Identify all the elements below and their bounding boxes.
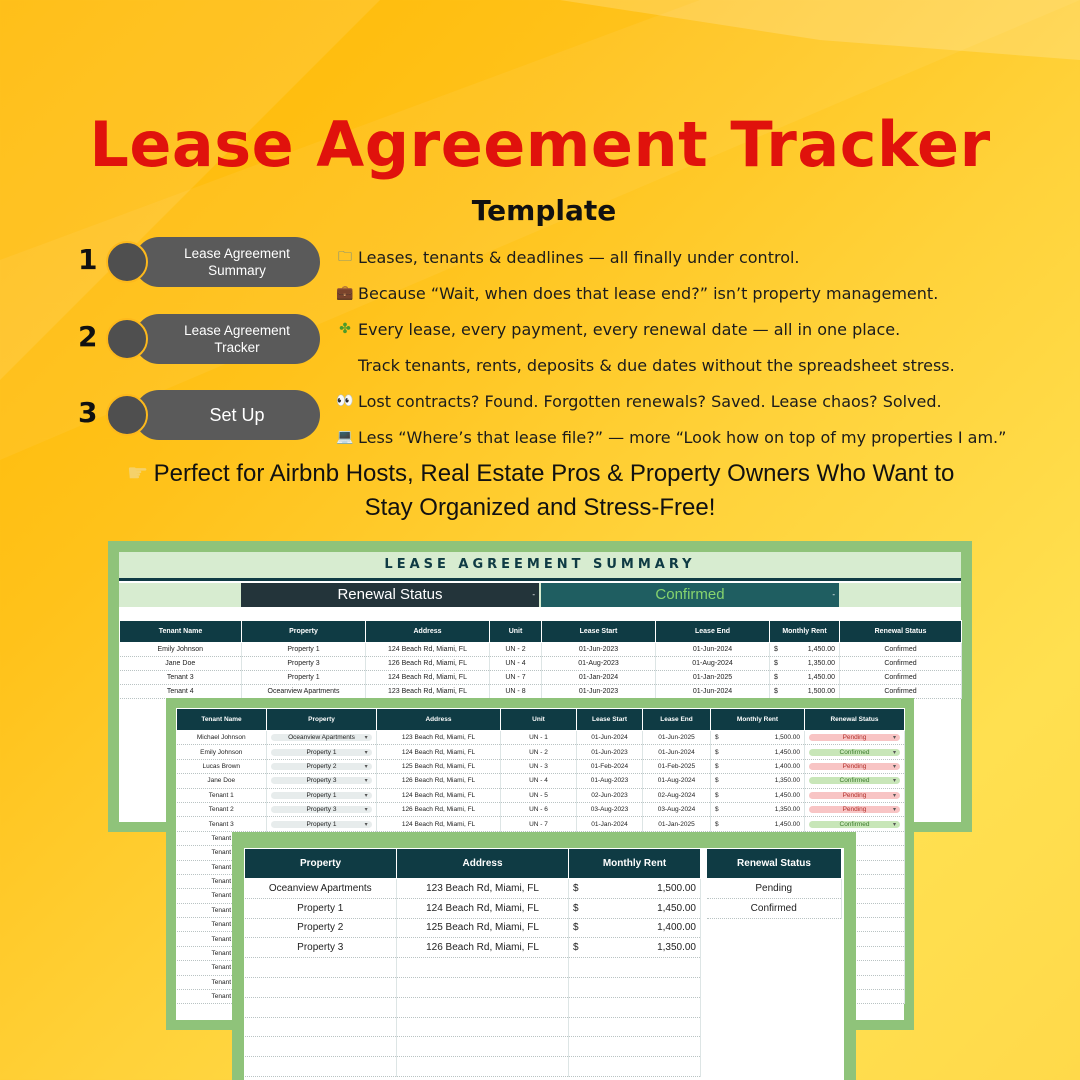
property-cell[interactable] <box>267 817 377 831</box>
table-cell[interactable] <box>397 1037 569 1057</box>
table-cell[interactable] <box>245 997 397 1017</box>
tenant-cell[interactable]: Michael Johnson <box>177 731 267 745</box>
currency-symbol: $ <box>774 646 778 653</box>
rent-cell[interactable] <box>711 731 805 745</box>
tenant-cell[interactable]: Emily Johnson <box>177 745 267 759</box>
rent-value <box>711 763 804 770</box>
tenant-cell[interactable]: Tenant <box>177 946 267 960</box>
rent-amount: 1,500.00 <box>807 688 835 695</box>
pin-icon <box>336 357 354 373</box>
status-cell[interactable] <box>805 817 905 831</box>
rent-value <box>711 821 804 828</box>
table-cell[interactable]: 01-Jun-2025 <box>643 731 711 745</box>
table-cell[interactable]: 01-Feb-2024 <box>577 759 643 773</box>
currency-symbol: $ <box>715 777 719 785</box>
table-cell[interactable] <box>569 977 701 997</box>
rent-value <box>770 646 839 653</box>
property-dropdown[interactable]: Property 3 ▾ <box>271 806 371 813</box>
col-header: Address <box>366 621 490 643</box>
table-row <box>245 977 701 997</box>
summary-table <box>119 620 962 699</box>
currency-symbol: $ <box>573 882 579 894</box>
status-cell[interactable] <box>805 745 905 759</box>
table-cell[interactable]: 01-Jun-2023 <box>577 745 643 759</box>
table-cell[interactable] <box>397 1057 569 1077</box>
table-cell: 01-Aug-2023 <box>542 657 656 671</box>
table-cell[interactable]: UN - 2 <box>501 745 577 759</box>
property-cell[interactable] <box>267 802 377 816</box>
col-header: Property <box>267 709 377 731</box>
table-cell: 01-Jun-2024 <box>656 643 770 657</box>
feature-text: Lost contracts? Found. Forgotten renewals? Saved. Lease chaos? Solved. <box>358 391 942 411</box>
status-cell: Confirmed <box>840 685 962 699</box>
table-cell[interactable] <box>397 958 569 978</box>
step-circle <box>106 318 148 360</box>
col-header: Address <box>397 849 569 879</box>
feature-item <box>336 311 1076 347</box>
rent-amount: 1,450.00 <box>657 902 696 914</box>
filter-dropdown[interactable]: Confirmed - <box>541 583 839 607</box>
feature-item <box>336 275 1076 311</box>
rent-amount: 1,350.00 <box>774 777 800 785</box>
tenant-cell[interactable]: Lucas Brown <box>177 759 267 773</box>
table-cell[interactable]: 01-Jun-2024 <box>643 745 711 759</box>
table-cell[interactable]: 124 Beach Rd, Miami, FL <box>377 745 501 759</box>
rent-cell[interactable] <box>711 774 805 788</box>
currency-symbol: $ <box>715 762 719 770</box>
tagline-line-1: Perfect for Airbnb Hosts, Real Estate Pros & Property Owners Who Want to <box>153 460 955 487</box>
table-cell[interactable]: 01-Aug-2023 <box>577 774 643 788</box>
status-dropdown[interactable]: Pending ▾ <box>809 806 900 813</box>
property-cell[interactable] <box>267 731 377 745</box>
status-cell: Confirmed <box>840 657 962 671</box>
status-cell[interactable] <box>805 788 905 802</box>
rent-value <box>711 777 804 784</box>
tenant-cell[interactable]: Tenant <box>177 831 267 845</box>
table-row <box>120 643 962 657</box>
col-header: Renewal Status <box>840 621 962 643</box>
col-header: Lease Start <box>542 621 656 643</box>
property-cell[interactable]: Property 3 <box>245 938 397 958</box>
page-subtitle: Template <box>471 194 617 227</box>
table-cell[interactable] <box>569 997 701 1017</box>
rent-value <box>569 922 700 933</box>
tenant-cell[interactable]: Jane Doe <box>177 774 267 788</box>
table-cell[interactable]: 03-Aug-2024 <box>643 802 711 816</box>
rent-amount: 1,500.00 <box>657 882 696 894</box>
table-row <box>177 802 905 816</box>
property-cell[interactable]: Property 1 <box>245 898 397 918</box>
rent-cell[interactable] <box>711 745 805 759</box>
table-cell: Tenant 4 <box>120 685 242 699</box>
feature-text: Less “Where’s that lease file?” — more “Look how on top of my properties I am.” <box>358 427 1007 447</box>
rent-cell[interactable] <box>711 802 805 816</box>
table-cell: 01-Jan-2024 <box>542 671 656 685</box>
col-header: Renewal Status <box>707 849 842 879</box>
table-cell[interactable]: 01-Jun-2024 <box>577 731 643 745</box>
feature-text: Every lease, every payment, every renewal date — all in one place. <box>358 319 901 339</box>
table-cell[interactable]: 125 Beach Rd, Miami, FL <box>377 759 501 773</box>
col-header: Property <box>242 621 366 643</box>
table-row <box>245 1037 701 1057</box>
table-cell: UN - 7 <box>490 671 542 685</box>
rent-cell[interactable] <box>569 898 701 918</box>
feature-item <box>336 419 1076 455</box>
table-cell[interactable]: UN - 3 <box>501 759 577 773</box>
table-row <box>245 1017 701 1037</box>
eyes-icon: 👀 <box>336 393 354 409</box>
table-cell[interactable] <box>245 1017 397 1037</box>
currency-symbol: $ <box>715 734 719 742</box>
puzzle-icon: ✤ <box>339 321 351 337</box>
rent-cell <box>770 643 840 657</box>
table-cell: 01-Jun-2023 <box>542 643 656 657</box>
rent-value <box>569 942 700 953</box>
table-cell[interactable] <box>245 1037 397 1057</box>
status-cell[interactable] <box>805 759 905 773</box>
table-cell[interactable]: 01-Aug-2024 <box>643 774 711 788</box>
filter-label: Renewal Status - <box>241 583 539 607</box>
tenant-cell[interactable]: Tenant <box>177 874 267 888</box>
table-cell: Property 1 <box>242 643 366 657</box>
rent-value <box>711 734 804 741</box>
rent-amount: 1,450.00 <box>774 748 800 756</box>
rent-amount: 1,450.00 <box>807 674 835 681</box>
table-cell[interactable] <box>569 1017 701 1037</box>
status-dropdown[interactable]: Confirmed ▾ <box>809 777 900 784</box>
table-cell: 124 Beach Rd, Miami, FL <box>366 671 490 685</box>
table-row <box>177 817 905 831</box>
table-cell: Jane Doe <box>120 657 242 671</box>
table-cell[interactable] <box>397 1017 569 1037</box>
page-title: Lease Agreement Tracker <box>89 108 991 181</box>
table-cell: 126 Beach Rd, Miami, FL <box>366 657 490 671</box>
tagline-line-2: Stay Organized and Stress-Free! <box>364 494 716 521</box>
feature-text: Leases, tenants & deadlines — all finally under control. <box>358 247 800 267</box>
status-cell[interactable] <box>805 802 905 816</box>
col-header: Address <box>377 709 501 731</box>
currency-symbol: $ <box>715 791 719 799</box>
status-dropdown[interactable]: Pending ▾ <box>809 763 900 770</box>
table-cell[interactable]: 126 Beach Rd, Miami, FL <box>377 774 501 788</box>
table-row <box>120 685 962 699</box>
table-cell[interactable]: UN - 1 <box>501 731 577 745</box>
table-cell[interactable] <box>397 997 569 1017</box>
setup-status-table <box>706 848 842 919</box>
property-cell[interactable] <box>267 788 377 802</box>
address-cell[interactable]: 126 Beach Rd, Miami, FL <box>397 938 569 958</box>
table-cell[interactable]: 123 Beach Rd, Miami, FL <box>377 731 501 745</box>
tenant-cell[interactable]: Tenant 3 <box>177 817 267 831</box>
table-cell[interactable]: UN - 5 <box>501 788 577 802</box>
tenant-cell[interactable]: Tenant <box>177 918 267 932</box>
summary-heading: LEASE AGREEMENT SUMMARY <box>119 552 961 578</box>
table-cell: Property 1 <box>242 671 366 685</box>
feature-item <box>336 239 1076 275</box>
table-cell: 01-Jun-2023 <box>542 685 656 699</box>
property-cell[interactable]: Property 2 <box>245 918 397 938</box>
col-header: Monthly Rent <box>770 621 840 643</box>
currency-symbol: $ <box>715 806 719 814</box>
step-number: 3 <box>78 396 98 429</box>
rent-cell <box>770 657 840 671</box>
tenant-cell[interactable]: Tenant <box>177 903 267 917</box>
property-cell[interactable] <box>267 745 377 759</box>
table-cell: 124 Beach Rd, Miami, FL <box>366 643 490 657</box>
col-header: Renewal Status <box>805 709 905 731</box>
table-cell: UN - 4 <box>490 657 542 671</box>
property-dropdown[interactable]: Oceanview Apartments ▾ <box>271 734 371 741</box>
rent-cell[interactable] <box>711 788 805 802</box>
status-dropdown[interactable]: Confirmed ▾ <box>809 749 900 756</box>
property-dropdown[interactable]: Property 1 ▾ <box>271 821 371 828</box>
table-cell[interactable] <box>569 1057 701 1077</box>
currency-symbol: $ <box>715 820 719 828</box>
table-cell: UN - 8 <box>490 685 542 699</box>
property-cell[interactable] <box>267 759 377 773</box>
currency-symbol: $ <box>774 674 778 681</box>
table-row <box>120 671 962 685</box>
table-row <box>245 997 701 1017</box>
table-cell[interactable] <box>245 977 397 997</box>
rent-amount: 1,450.00 <box>774 791 800 799</box>
rent-amount: 1,450.00 <box>774 820 800 828</box>
table-cell[interactable] <box>245 1057 397 1077</box>
currency-symbol: $ <box>573 942 579 954</box>
briefcase-icon: 💼 <box>336 285 354 301</box>
rent-amount: 1,350.00 <box>657 942 696 954</box>
table-row <box>177 745 905 759</box>
rent-value <box>770 660 839 667</box>
currency-symbol: $ <box>573 922 579 934</box>
property-dropdown[interactable]: Property 3 ▾ <box>271 777 371 784</box>
table-cell: 01-Jan-2025 <box>656 671 770 685</box>
status-dropdown[interactable]: Pending ▾ <box>809 792 900 799</box>
divider <box>119 578 961 581</box>
table-cell[interactable]: 01-Jan-2025 <box>643 817 711 831</box>
rent-cell[interactable] <box>711 817 805 831</box>
tenant-cell[interactable]: Tenant <box>177 846 267 860</box>
table-row <box>177 759 905 773</box>
setup-property-table <box>244 848 701 1077</box>
rent-value <box>711 792 804 799</box>
feature-item <box>336 347 1076 383</box>
col-header: Lease End <box>643 709 711 731</box>
rent-amount: 1,400.00 <box>774 762 800 770</box>
table-cell[interactable]: UN - 6 <box>501 802 577 816</box>
rent-cell <box>770 671 840 685</box>
table-cell[interactable]: 124 Beach Rd, Miami, FL <box>377 788 501 802</box>
table-cell: Property 3 <box>242 657 366 671</box>
table-row <box>245 938 701 958</box>
pointing-hand-icon: ☛ <box>126 460 149 487</box>
table-cell[interactable]: 124 Beach Rd, Miami, FL <box>377 817 501 831</box>
step-circle <box>106 241 148 283</box>
status-dropdown[interactable]: Confirmed ▾ <box>809 821 900 828</box>
status-option[interactable]: Confirmed <box>707 899 842 919</box>
tenant-cell[interactable]: Tenant 2 <box>177 802 267 816</box>
tenant-cell[interactable]: Tenant <box>177 975 267 989</box>
currency-symbol: $ <box>774 660 778 667</box>
property-cell[interactable]: Oceanview Apartments <box>245 879 397 899</box>
col-header: Property <box>245 849 397 879</box>
table-row <box>177 788 905 802</box>
rent-cell[interactable] <box>569 918 701 938</box>
rent-cell <box>770 685 840 699</box>
rent-value <box>711 806 804 813</box>
table-row <box>245 879 701 899</box>
table-cell[interactable]: 01-Feb-2025 <box>643 759 711 773</box>
rent-amount: 1,400.00 <box>657 922 696 934</box>
col-header: Lease End <box>656 621 770 643</box>
table-cell: 01-Aug-2024 <box>656 657 770 671</box>
table-row <box>245 918 701 938</box>
currency-symbol: $ <box>774 688 778 695</box>
table-cell[interactable] <box>397 977 569 997</box>
status-cell[interactable] <box>805 774 905 788</box>
table-cell[interactable]: UN - 7 <box>501 817 577 831</box>
tenant-cell[interactable]: Tenant <box>177 889 267 903</box>
table-cell: 01-Jun-2024 <box>656 685 770 699</box>
tenant-cell[interactable]: Tenant <box>177 932 267 946</box>
rent-cell[interactable] <box>569 938 701 958</box>
setup-sheet <box>244 848 844 1080</box>
rent-amount: 1,350.00 <box>807 660 835 667</box>
step-pill-lease-tracker[interactable]: Lease Agreement Tracker <box>134 314 320 364</box>
table-cell: Tenant 3 <box>120 671 242 685</box>
tenant-cell[interactable]: Tenant <box>177 961 267 975</box>
table-cell[interactable]: UN - 4 <box>501 774 577 788</box>
rent-value <box>770 688 839 695</box>
table-cell: UN - 2 <box>490 643 542 657</box>
status-dropdown[interactable]: Pending ▾ <box>809 734 900 741</box>
status-option[interactable]: Pending <box>707 879 842 899</box>
col-header: Tenant Name <box>177 709 267 731</box>
rent-value <box>569 883 700 894</box>
status-cell: Confirmed <box>840 671 962 685</box>
rent-cell[interactable] <box>569 879 701 899</box>
table-cell[interactable]: 01-Jan-2024 <box>577 817 643 831</box>
table-cell[interactable] <box>569 1037 701 1057</box>
address-cell[interactable]: 125 Beach Rd, Miami, FL <box>397 918 569 938</box>
col-header: Lease Start <box>577 709 643 731</box>
rent-value <box>569 903 700 914</box>
table-row <box>177 774 905 788</box>
table-cell[interactable] <box>245 958 397 978</box>
rent-amount: 1,350.00 <box>774 806 800 814</box>
table-cell[interactable]: 126 Beach Rd, Miami, FL <box>377 802 501 816</box>
step-number: 1 <box>78 243 98 276</box>
property-dropdown[interactable]: Property 1 ▾ <box>271 749 371 756</box>
table-row <box>177 731 905 745</box>
table-row <box>245 1057 701 1077</box>
step-number: 2 <box>78 320 98 353</box>
feature-list <box>336 239 1076 455</box>
rent-amount: 1,450.00 <box>807 646 835 653</box>
step-pill-set-up[interactable]: Set Up <box>134 390 320 440</box>
col-header: Unit <box>490 621 542 643</box>
property-cell[interactable] <box>267 774 377 788</box>
currency-symbol: $ <box>573 902 579 914</box>
table-cell[interactable]: 02-Aug-2024 <box>643 788 711 802</box>
status-cell: Confirmed <box>840 643 962 657</box>
step-circle <box>106 394 148 436</box>
table-cell[interactable] <box>569 958 701 978</box>
tagline <box>90 457 990 525</box>
step-pill-lease-summary[interactable]: Lease Agreement Summary <box>134 237 320 287</box>
currency-symbol: $ <box>715 748 719 756</box>
rent-value <box>770 674 839 681</box>
table-cell[interactable]: 03-Aug-2023 <box>577 802 643 816</box>
feature-text: Because “Wait, when does that lease end?” isn’t property management. <box>358 283 939 303</box>
table-row <box>120 657 962 671</box>
rent-cell[interactable] <box>711 759 805 773</box>
col-header: Unit <box>501 709 577 731</box>
table-row <box>245 898 701 918</box>
tenant-cell[interactable]: Tenant <box>177 990 267 1004</box>
col-header: Monthly Rent <box>569 849 701 879</box>
col-header: Tenant Name <box>120 621 242 643</box>
address-cell[interactable]: 123 Beach Rd, Miami, FL <box>397 879 569 899</box>
feature-text: Track tenants, rents, deposits & due dates without the spreadsheet stress. <box>358 355 955 375</box>
setup-panel <box>232 832 856 1080</box>
table-cell: 123 Beach Rd, Miami, FL <box>366 685 490 699</box>
table-cell: Emily Johnson <box>120 643 242 657</box>
laptop-icon: 💻 <box>336 429 354 445</box>
table-cell[interactable]: 02-Jun-2023 <box>577 788 643 802</box>
property-dropdown[interactable]: Property 1 ▾ <box>271 792 371 799</box>
table-row <box>245 958 701 978</box>
folder-icon: 🗀 <box>338 249 352 265</box>
col-header: Monthly Rent <box>711 709 805 731</box>
rent-value <box>711 749 804 756</box>
address-cell[interactable]: 124 Beach Rd, Miami, FL <box>397 898 569 918</box>
tenant-cell[interactable]: Tenant <box>177 860 267 874</box>
table-cell: Oceanview Apartments <box>242 685 366 699</box>
feature-item <box>336 383 1076 419</box>
rent-amount: 1,500.00 <box>774 734 800 742</box>
tenant-cell[interactable]: Tenant 1 <box>177 788 267 802</box>
property-dropdown[interactable]: Property 2 ▾ <box>271 763 371 770</box>
status-cell[interactable] <box>805 731 905 745</box>
